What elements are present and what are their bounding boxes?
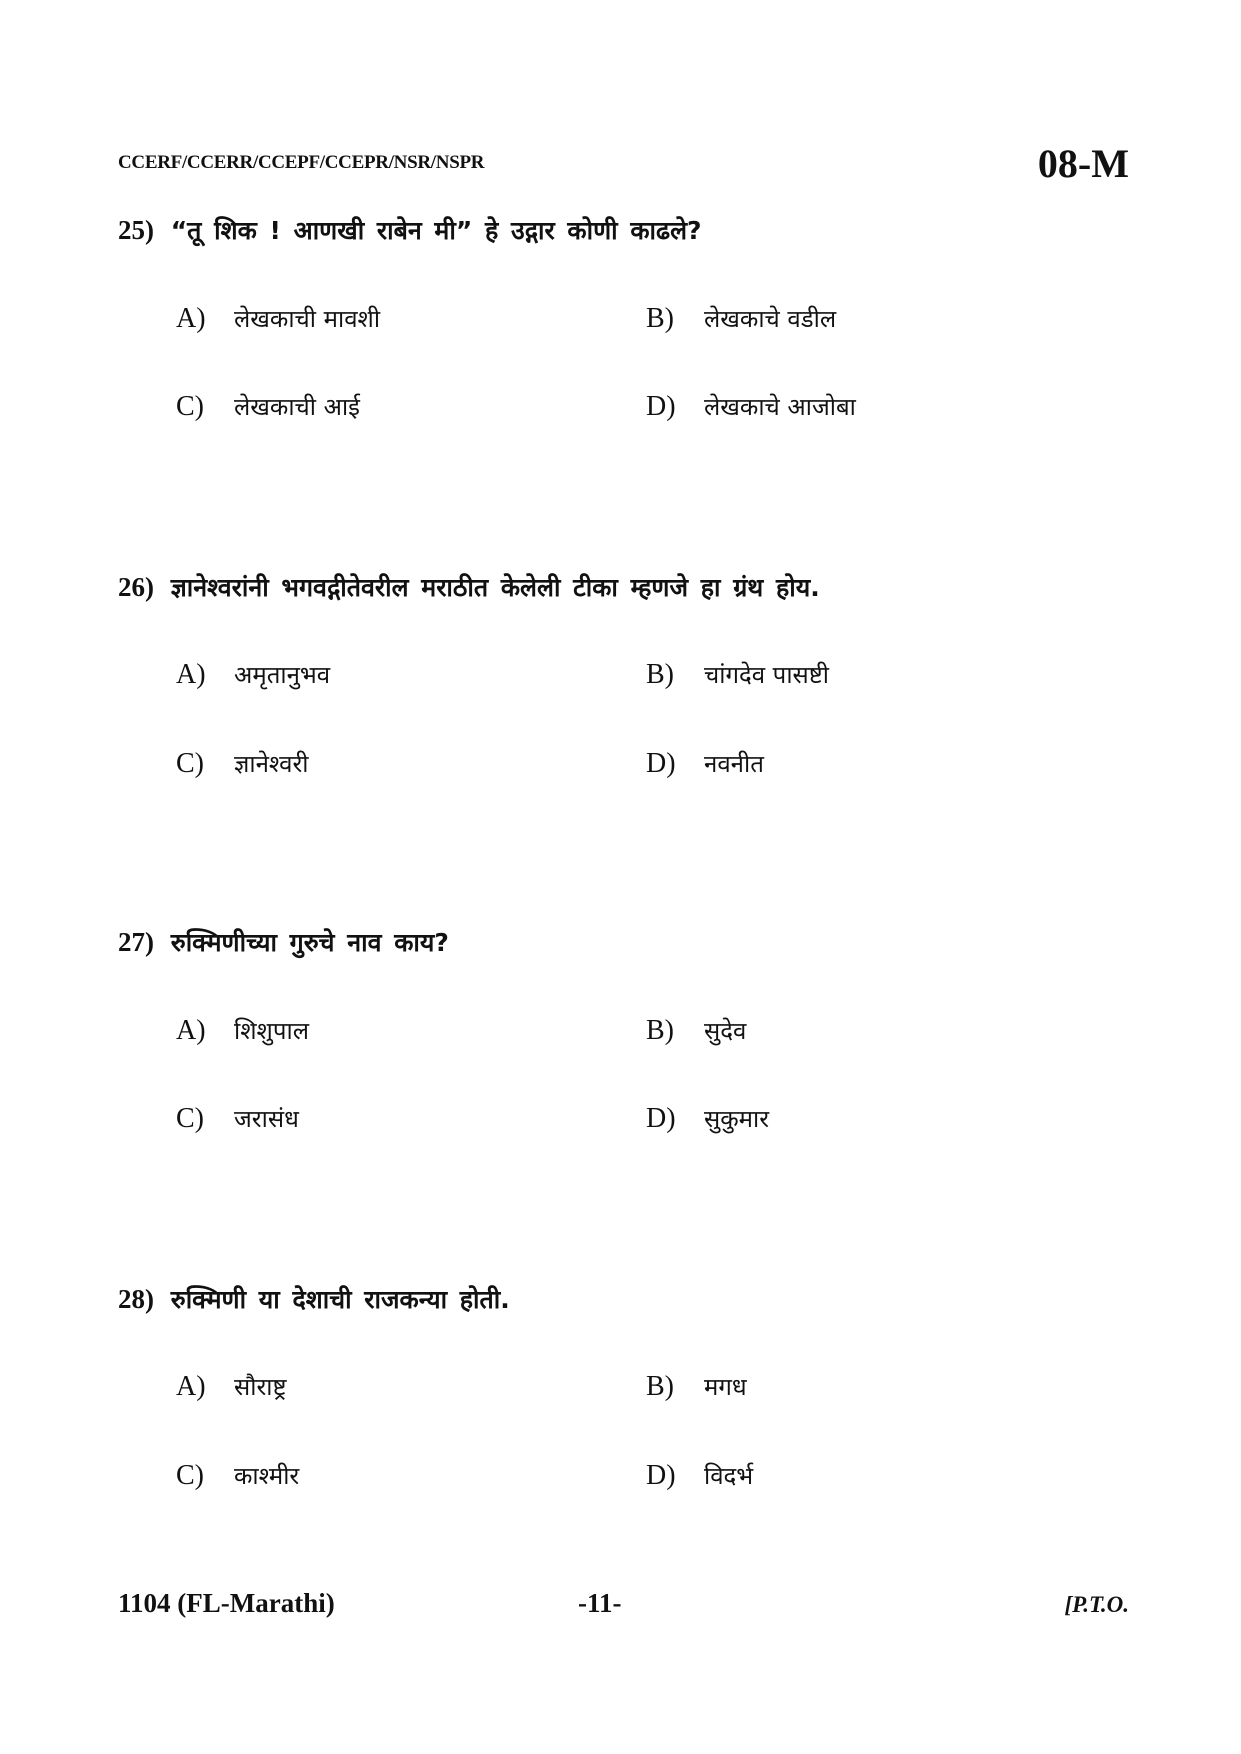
- option-c: [176, 1459, 299, 1492]
- question-text-line: [118, 210, 1128, 251]
- question-text-line: [118, 922, 1128, 963]
- option-b: [646, 1370, 747, 1403]
- option-text: नवनीत: [704, 750, 764, 778]
- option-a: [176, 302, 380, 335]
- option-b: [646, 658, 829, 691]
- pto-label: [P.T.O.: [1064, 1592, 1129, 1617]
- option-label: D): [646, 391, 676, 422]
- question-text: “तू शिक ! आणखी राबेन मी” हे उद्गार कोणी काढले?: [170, 216, 702, 245]
- option-label: B): [646, 1015, 674, 1046]
- option-text: मगध: [704, 1373, 747, 1401]
- question-text-line: [118, 567, 1128, 608]
- option-d: [646, 1459, 753, 1492]
- option-text: लेखकाची मावशी: [234, 305, 381, 333]
- option-a: [176, 1014, 309, 1047]
- option-label: D): [646, 1103, 676, 1134]
- option-text: अमृतानुभव: [234, 661, 331, 689]
- option-text: जरासंध: [234, 1105, 299, 1133]
- option-b: [646, 1014, 746, 1047]
- option-a: [176, 658, 330, 691]
- option-text: सुकुमार: [704, 1105, 770, 1133]
- header-code: CCERF/CCERR/CCEPF/CCEPR/NSR/NSPR: [118, 152, 485, 173]
- option-label: C): [176, 748, 204, 779]
- question-text: ज्ञानेश्वरांनी भगवद्गीतेवरील मराठीत केलेली टीका म्हणजे हा ग्रंथ होय.: [170, 573, 820, 602]
- option-text: विदर्भ: [704, 1462, 754, 1490]
- question-text: रुक्मिणी या देशाची राजकन्या होती.: [170, 1285, 510, 1314]
- option-text: शिशुपाल: [234, 1017, 309, 1045]
- option-text: सौराष्ट्र: [234, 1373, 287, 1401]
- option-text: चांगदेव पासष्टी: [704, 661, 829, 689]
- option-label: C): [176, 391, 204, 422]
- option-label: A): [176, 659, 206, 690]
- option-label: A): [176, 1371, 206, 1402]
- option-text: ज्ञानेश्वरी: [234, 750, 309, 778]
- option-d: [646, 747, 764, 780]
- option-c: [176, 1102, 299, 1135]
- option-label: A): [176, 303, 206, 334]
- option-label: D): [646, 1460, 676, 1491]
- question-28: [118, 1279, 1128, 1320]
- option-text: लेखकाची आई: [234, 393, 360, 421]
- option-label: B): [646, 1371, 674, 1402]
- question-26: [118, 567, 1128, 608]
- question-number: 26): [118, 572, 154, 602]
- option-label: D): [646, 748, 676, 779]
- question-27: [118, 922, 1128, 963]
- paper-code: 08-M: [1037, 141, 1129, 186]
- footer-paper-title: 1104 (FL-Marathi): [118, 1588, 335, 1618]
- question-text: रुक्मिणीच्या गुरुचे नाव काय?: [170, 928, 449, 957]
- option-text: काश्मीर: [234, 1462, 300, 1490]
- option-d: [646, 1102, 769, 1135]
- option-text: सुदेव: [704, 1017, 747, 1045]
- option-b: [646, 302, 836, 335]
- option-label: A): [176, 1015, 206, 1046]
- option-a: [176, 1370, 287, 1403]
- question-25: [118, 210, 1128, 251]
- option-c: [176, 747, 309, 780]
- option-c: [176, 390, 360, 423]
- page-number: -11-: [578, 1588, 622, 1618]
- question-text-line: [118, 1279, 1128, 1320]
- option-text: लेखकाचे आजोबा: [704, 393, 856, 421]
- option-d: [646, 390, 856, 423]
- question-number: 28): [118, 1284, 154, 1314]
- option-label: B): [646, 659, 674, 690]
- option-label: C): [176, 1460, 204, 1491]
- option-text: लेखकाचे वडील: [704, 305, 837, 333]
- option-label: B): [646, 303, 674, 334]
- question-number: 27): [118, 927, 154, 957]
- option-label: C): [176, 1103, 204, 1134]
- question-number: 25): [118, 215, 154, 245]
